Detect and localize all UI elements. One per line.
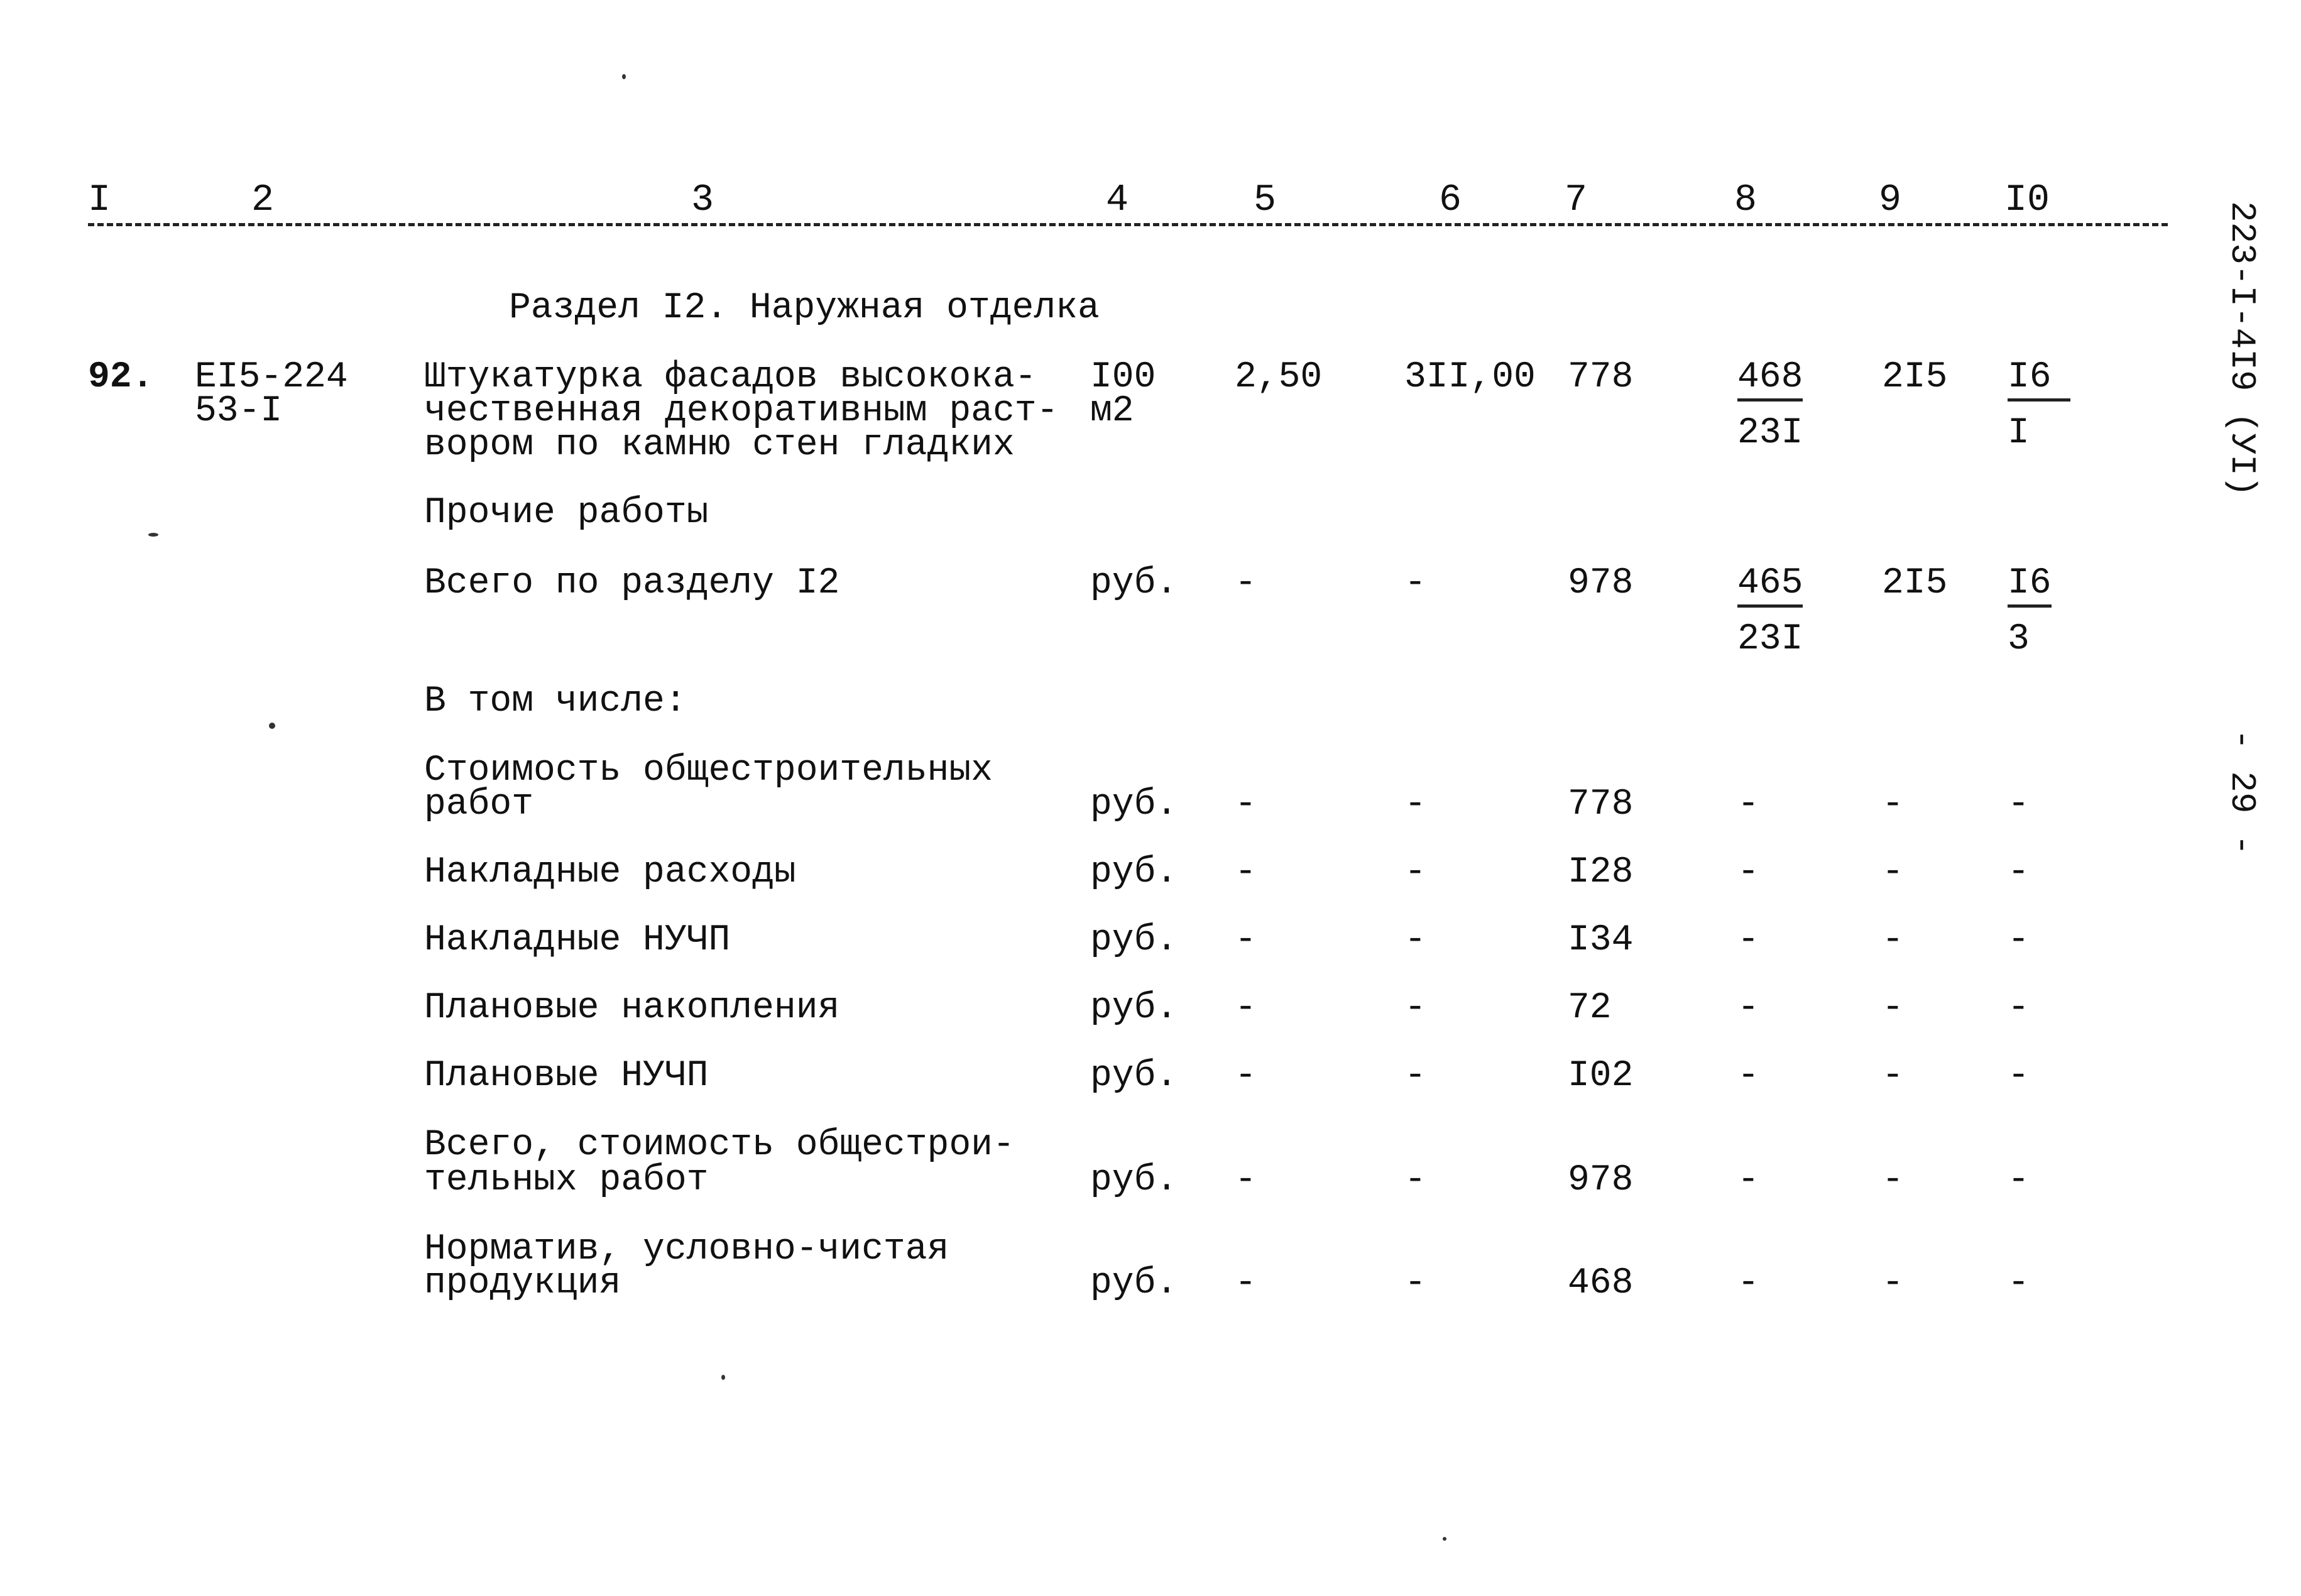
section-total-col8-fraction (1737, 563, 1803, 660)
breakdown-col7: 978 (1568, 1160, 1634, 1201)
breakdown-col5: - (1235, 1160, 1257, 1201)
breakdown-col9: - (1882, 784, 1904, 825)
item-number: 92. (88, 357, 154, 398)
breakdown-col7: 778 (1568, 784, 1634, 825)
breakdown-col8: - (1737, 784, 1759, 825)
breakdown-col7: I34 (1568, 920, 1634, 961)
section-total-amount: 978 (1568, 563, 1634, 604)
item-unit-line-2: м2 (1090, 391, 1134, 432)
section-total-col10-numerator: I6 (2008, 566, 2052, 608)
breakdown-col9: - (1882, 852, 1904, 893)
side-doc-code: 223-I-4I9 (УI) (2222, 201, 2262, 497)
breakdown-label: Плановые накопления (424, 988, 840, 1029)
breakdown-label: Стоимость общестроительных (424, 750, 993, 791)
column-header-2: 2 (251, 179, 275, 222)
item-col9: 2I5 (1882, 357, 1948, 398)
breakdown-col9: - (1882, 1263, 1904, 1304)
item-col8-numerator: 468 (1737, 359, 1803, 402)
item-col10-denominator: I (2008, 413, 2030, 454)
scan-speck (1443, 1537, 1446, 1541)
item-unit-line-1: I00 (1090, 357, 1156, 398)
section-total-label: Всего по разделу I2 (424, 563, 840, 604)
breakdown-col8: - (1737, 920, 1759, 961)
breakdown-col5: - (1235, 1056, 1257, 1096)
breakdown-label: Всего, стоимость общестрои- (424, 1125, 1015, 1166)
item-description-line-3: вором по камню стен гладких (424, 425, 1015, 466)
column-header-6: 6 (1439, 179, 1462, 222)
breakdown-col10: - (2008, 1263, 2030, 1304)
section-total-col6: - (1404, 563, 1426, 604)
column-header-3: 3 (691, 179, 714, 222)
breakdown-unit: руб. (1090, 988, 1178, 1029)
breakdown-col6: - (1404, 784, 1426, 825)
item-total: 778 (1568, 357, 1634, 398)
item-description-line-2: чественная декоративным раст- (424, 391, 1059, 432)
breakdown-col5: - (1235, 852, 1257, 893)
section-total-col10-denominator: 3 (2008, 619, 2030, 660)
breakdown-col6: - (1404, 1160, 1426, 1201)
column-header-5: 5 (1254, 179, 1277, 222)
breakdown-col8: - (1737, 1160, 1759, 1201)
breakdown-label: Норматив, условно-чистая (424, 1229, 949, 1270)
scan-speck (721, 1375, 725, 1380)
breakdown-unit: руб. (1090, 1263, 1178, 1304)
column-header-4: 4 (1106, 179, 1129, 222)
column-header-1: I (88, 179, 111, 222)
section-total-col9: 2I5 (1882, 563, 1948, 604)
breakdown-label: Накладные НУЧП (424, 920, 731, 961)
breakdown-col5: - (1235, 1263, 1257, 1304)
breakdown-col8: - (1737, 988, 1759, 1029)
section-total-col8-denominator: 23I (1737, 619, 1803, 660)
breakdown-label: Плановые НУЧП (424, 1056, 709, 1096)
section-total-col5: - (1235, 563, 1257, 604)
breakdown-col5: - (1235, 784, 1257, 825)
other-works-heading: Прочие работы (424, 493, 709, 533)
item-description-line-1: Штукатурка фасадов высококa- (424, 357, 1037, 398)
column-header-10: I0 (2004, 179, 2050, 222)
item-unit-price: 3II,00 (1404, 357, 1536, 398)
item-col8-denominator: 23I (1737, 413, 1803, 454)
breakdown-col10: - (2008, 784, 2030, 825)
breakdown-col6: - (1404, 1263, 1426, 1304)
breakdown-label: работ (424, 784, 534, 825)
scan-speck (622, 74, 626, 79)
breakdown-col9: - (1882, 920, 1904, 961)
breakdown-col6: - (1404, 920, 1426, 961)
item-code-line-2: 53-I (195, 391, 283, 432)
breakdown-label: Накладные расходы (424, 852, 796, 893)
breakdown-label: тельных работ (424, 1160, 709, 1201)
column-header-7: 7 (1565, 179, 1588, 222)
breakdown-col6: - (1404, 1056, 1426, 1096)
section-total-unit: руб. (1090, 563, 1178, 604)
item-col10-numerator: I6 (2008, 359, 2070, 402)
breakdown-col8: - (1737, 852, 1759, 893)
section-total-col8-numerator: 465 (1737, 566, 1803, 608)
breakdown-col8: - (1737, 1263, 1759, 1304)
breakdown-unit: руб. (1090, 852, 1178, 893)
column-header-9: 9 (1879, 179, 1902, 222)
breakdown-unit: руб. (1090, 1056, 1178, 1096)
breakdown-col7: I02 (1568, 1056, 1634, 1096)
breakdown-col5: - (1235, 920, 1257, 961)
including-heading: В том числе: (424, 681, 687, 722)
breakdown-unit: руб. (1090, 784, 1178, 825)
breakdown-col9: - (1882, 1056, 1904, 1096)
breakdown-col10: - (2008, 1056, 2030, 1096)
scan-speck (148, 533, 158, 537)
breakdown-col8: - (1737, 1056, 1759, 1096)
section-total-col10-fraction (2008, 563, 2052, 660)
item-col10-fraction (2008, 359, 2070, 452)
breakdown-col7: 468 (1568, 1263, 1634, 1304)
breakdown-col9: - (1882, 1160, 1904, 1201)
breakdown-col9: - (1882, 988, 1904, 1029)
breakdown-col10: - (2008, 1160, 2030, 1201)
item-code-line-1: EI5-224 (195, 357, 348, 398)
breakdown-col10: - (2008, 920, 2030, 961)
column-header-8: 8 (1734, 179, 1757, 222)
section-title: Раздел I2. Наружная отделка (509, 288, 1100, 329)
breakdown-col6: - (1404, 852, 1426, 893)
breakdown-col6: - (1404, 988, 1426, 1029)
breakdown-col5: - (1235, 988, 1257, 1029)
scan-speck (269, 723, 275, 729)
breakdown-col10: - (2008, 988, 2030, 1029)
item-col8-fraction (1737, 359, 1803, 452)
breakdown-col10: - (2008, 852, 2030, 893)
breakdown-col7: 72 (1568, 988, 1612, 1029)
item-quantity: 2,50 (1235, 357, 1323, 398)
header-rule (88, 223, 2168, 226)
side-page-number: - 29 - (2222, 729, 2262, 856)
breakdown-unit: руб. (1090, 920, 1178, 961)
breakdown-col7: I28 (1568, 852, 1634, 893)
breakdown-label: продукция (424, 1263, 621, 1304)
breakdown-unit: руб. (1090, 1160, 1178, 1201)
